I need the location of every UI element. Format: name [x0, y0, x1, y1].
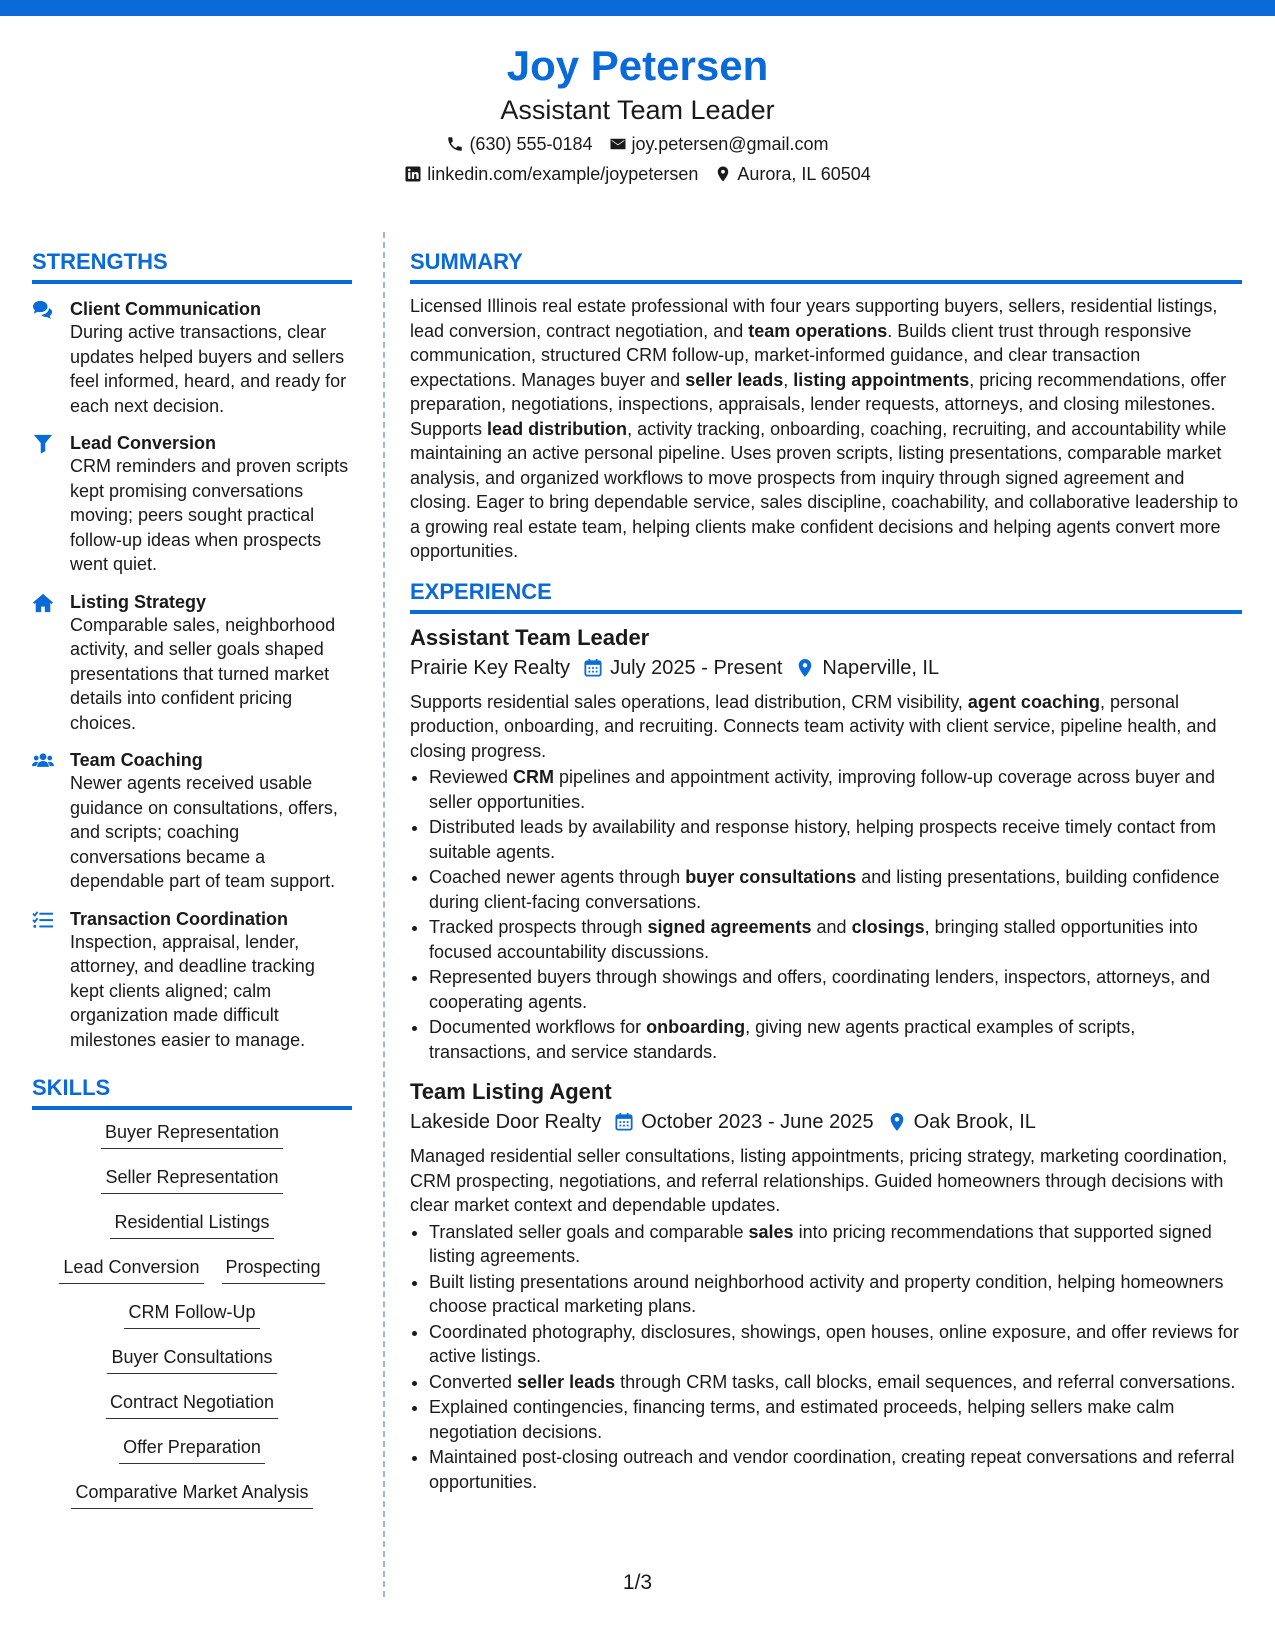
location-text: Aurora, IL 60504	[737, 164, 871, 184]
linkedin-text: linkedin.com/example/joypetersen	[427, 164, 699, 184]
skill-tag: Buyer Consultations	[107, 1345, 276, 1374]
linkedin-icon	[404, 165, 422, 183]
bold-keyword: onboarding	[646, 1017, 746, 1037]
strength-item	[32, 298, 352, 418]
strength-description: During active transactions, clear updates helped buyers and sellers feel informed, heard, and ready for each next decision.	[70, 322, 347, 416]
column-divider	[383, 232, 385, 1597]
linkedin-contact[interactable]	[404, 162, 698, 186]
job-location: Naperville, IL	[822, 656, 940, 679]
map-pin-icon	[888, 1112, 906, 1132]
contact-row-2	[0, 162, 1275, 186]
calendar-icon	[584, 658, 602, 678]
strength-title: Client Communication	[70, 299, 262, 319]
job-meta	[410, 1108, 1242, 1136]
phone-contact[interactable]	[446, 132, 592, 156]
strength-item	[32, 432, 352, 577]
job-bullet	[429, 765, 1242, 814]
skills-list	[32, 1120, 352, 1525]
bold-keyword: listing appointments	[793, 369, 970, 390]
resume-header	[0, 40, 1275, 186]
users-icon	[32, 751, 54, 771]
phone-icon	[446, 135, 464, 153]
skill-tag: Comparative Market Analysis	[71, 1480, 312, 1509]
contact-row-1	[0, 132, 1275, 156]
bold-keyword: sales	[748, 1221, 794, 1242]
summary-heading: SUMMARY	[410, 248, 1242, 284]
experience-heading: EXPERIENCE	[410, 578, 1242, 614]
text-segment: , pricing recommendations, offer preparation, negotiations, inspections, appraisals, lender requests, attorneys, and closing milestones. Supports	[410, 369, 1227, 439]
job-bullets	[410, 765, 1242, 1064]
bold-keyword: seller leads	[685, 369, 784, 390]
job-bullet	[429, 1270, 1242, 1319]
strength-item	[32, 908, 352, 1053]
job-title: Assistant Team Leader	[410, 624, 650, 650]
email-text: joy.petersen@gmail.com	[631, 134, 829, 154]
job-bullets	[410, 1220, 1242, 1495]
job-entry	[410, 624, 1242, 1065]
strength-title: Transaction Coordination	[70, 908, 289, 929]
text-segment: into pricing recommendations that supported signed listing agreements.	[429, 1221, 1212, 1266]
candidate-title: Assistant Team Leader	[500, 95, 775, 125]
right-column	[410, 248, 1242, 1494]
strength-item	[32, 749, 352, 894]
email-contact[interactable]	[609, 132, 829, 156]
comments-icon	[32, 300, 54, 320]
job-bullet	[429, 1015, 1242, 1064]
text-segment: Built listing presentations around neighborhood activity and property condition, helping homeowners choose practical marketing plans.	[429, 1271, 1224, 1316]
text-segment: Documented workflows for	[429, 1017, 647, 1037]
text-segment: ,	[783, 369, 794, 390]
text-segment: Tracked prospects through	[429, 917, 648, 937]
map-pin-icon	[796, 658, 814, 678]
job-bullet	[429, 1220, 1242, 1269]
strength-item	[32, 591, 352, 736]
text-segment: and listing presentations, building confidence during client-facing conversations.	[429, 867, 1220, 912]
skill-tag: Residential Listings	[110, 1210, 273, 1239]
text-segment: Licensed Illinois real estate professional with four years supporting buyers, sellers, residential listings, lead conversion, contract negotiation, and	[410, 296, 1218, 341]
job-title: Team Listing Agent	[410, 1079, 612, 1104]
text-segment: Distributed leads by availability and response history, helping prospects receive timely contact from suitable agents.	[429, 817, 1217, 862]
text-segment: Reviewed	[429, 767, 514, 787]
skill-tag: CRM Follow-Up	[124, 1300, 259, 1329]
calendar-icon	[615, 1112, 633, 1132]
skills-heading: SKILLS	[32, 1074, 352, 1110]
strength-description: Inspection, appraisal, lender, attorney, and deadline tracking kept clients aligned; calm organization made difficult milestones easier to manage.	[70, 931, 315, 1050]
strength-description: Comparable sales, neighborhood activity, and seller goals shaped presentations that turned market details into confident pricing choices.	[70, 614, 336, 733]
job-bullet	[429, 1445, 1242, 1494]
job-bullet	[429, 865, 1242, 914]
filter-icon	[32, 434, 54, 454]
candidate-name: Joy Petersen	[506, 42, 769, 89]
checklist-icon	[32, 910, 54, 930]
skill-tag: Prospecting	[222, 1255, 325, 1284]
text-segment: and	[811, 917, 852, 937]
text-segment: Supports residential sales operations, lead distribution, CRM visibility,	[410, 691, 968, 712]
text-segment: Converted	[429, 1371, 518, 1392]
home-icon	[32, 593, 54, 613]
skill-tag: Offer Preparation	[119, 1435, 265, 1464]
left-column	[32, 248, 352, 1525]
job-dates: July 2025 - Present	[610, 656, 783, 679]
page-number: 1/3	[622, 1571, 653, 1594]
text-segment: through CRM tasks, call blocks, email sequences, and referral conversations.	[615, 1371, 1236, 1392]
bold-keyword: closings	[851, 917, 925, 937]
text-segment: , personal production, onboarding, and recruiting. Connects team activity with client service, pipeline health, and closing progress.	[410, 691, 1217, 761]
text-segment: Represented buyers through showings and offers, coordinating lenders, inspectors, attorneys, and cooperating agents.	[429, 967, 1211, 1012]
job-bullet	[429, 965, 1242, 1014]
map-pin-icon	[714, 165, 732, 183]
job-summary	[410, 1144, 1242, 1218]
job-dates: October 2023 - June 2025	[641, 1111, 874, 1133]
text-segment: Explained contingencies, financing terms, and estimated proceeds, helping sellers make calm negotiation decisions.	[429, 1397, 1175, 1442]
bold-keyword: agent coaching	[967, 691, 1100, 712]
strengths-heading: STRENGTHS	[32, 248, 352, 284]
skill-tag: Contract Negotiation	[106, 1390, 278, 1419]
job-entry	[410, 1078, 1242, 1494]
skill-tag: Buyer Representation	[101, 1120, 283, 1149]
job-bullet	[429, 1320, 1242, 1369]
bold-keyword: signed agreements	[647, 917, 812, 937]
text-segment: Managed residential seller consultations, listing appointments, pricing strategy, marketing coordination, CRM prospecting, negotiations, and referral relationships. Guided homeowners through decisions with clear market context and dependable updates.	[410, 1146, 1228, 1215]
bold-keyword: seller leads	[517, 1371, 616, 1392]
job-bullet	[429, 915, 1242, 964]
text-segment: Coached newer agents through	[429, 867, 686, 887]
job-location: Oak Brook, IL	[913, 1111, 1036, 1133]
text-segment: Maintained post-closing outreach and vendor coordination, creating repeat conversations and referral opportunities.	[429, 1447, 1235, 1492]
envelope-icon	[609, 135, 627, 153]
phone-text: (630) 555-0184	[469, 134, 593, 154]
bold-keyword: team operations	[748, 320, 888, 341]
job-meta	[410, 654, 1242, 682]
text-segment: . Builds client trust through responsive communication, structured CRM follow-up, market-informed guidance, and clear transaction expectations. Manages buyer and	[410, 320, 1192, 390]
bold-keyword: buyer consultations	[685, 867, 857, 887]
strength-description: Newer agents received usable guidance on consultations, offers, and scripts; coaching conversations became a dependable part of team support.	[70, 773, 338, 891]
strength-title: Lead Conversion	[70, 433, 217, 453]
job-bullet	[429, 1370, 1242, 1395]
text-segment: , giving new agents practical examples of scripts, transactions, and service standards.	[429, 1017, 1136, 1062]
job-bullet	[429, 815, 1242, 864]
bold-keyword: lead distribution	[487, 418, 628, 439]
strength-description: CRM reminders and proven scripts kept promising conversations moving; peers sought practical follow-up ideas when prospects went quiet.	[70, 456, 349, 574]
location-contact	[714, 162, 870, 186]
text-segment: , bringing stalled opportunities into focused accountability discussions.	[429, 917, 1198, 962]
job-bullet	[429, 1395, 1242, 1444]
text-segment: pipelines and appointment activity, improving follow-up coverage across buyer and seller opportunities.	[429, 767, 1216, 812]
skill-tag: Seller Representation	[101, 1165, 282, 1194]
strength-title: Team Coaching	[70, 750, 203, 770]
strength-title: Listing Strategy	[70, 591, 207, 612]
text-segment: , activity tracking, onboarding, coaching, recruiting, and accountability while maintaining an active personal pipeline. Uses proven scripts, listing presentations, comparable market analysis, and organized workflows to move prospects from inquiry through signed agreement and closing. Eager to bring dependable service, sales discipline, coachability, and collaborative leadership to a growing real estate team, helping clients make confident decisions and helping agents convert more opportunities.	[410, 418, 1239, 561]
company-name: Lakeside Door Realty	[410, 1111, 602, 1133]
job-summary	[410, 690, 1242, 764]
bold-keyword: CRM	[513, 767, 555, 787]
text-segment: Coordinated photography, disclosures, showings, open houses, online exposure, and offer reviews for active listings.	[429, 1321, 1239, 1366]
text-segment: Translated seller goals and comparable	[429, 1221, 749, 1242]
company-name: Prairie Key Realty	[410, 656, 571, 679]
top-accent-bar	[0, 0, 1275, 16]
skill-tag: Lead Conversion	[59, 1255, 203, 1284]
summary-paragraph	[410, 294, 1242, 564]
